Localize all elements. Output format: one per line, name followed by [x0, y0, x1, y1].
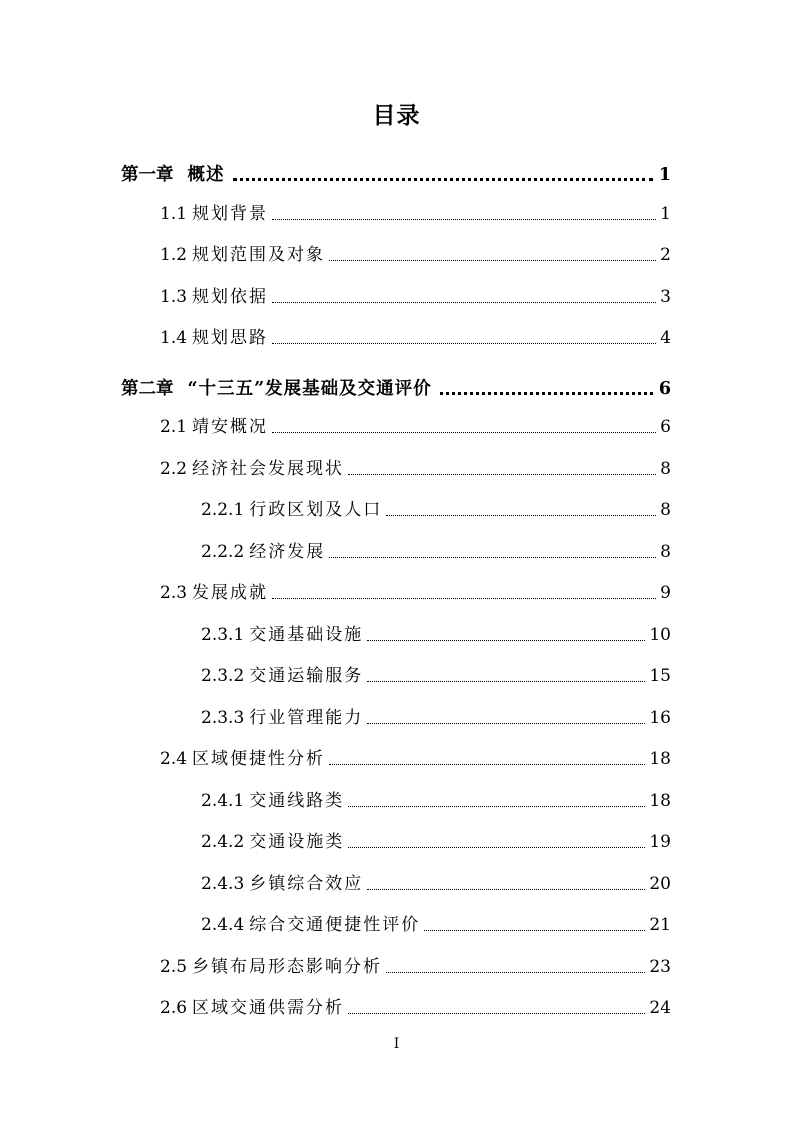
toc-dot-leader	[386, 971, 645, 973]
toc-entry[interactable]	[121, 156, 671, 186]
toc-entry[interactable]	[201, 865, 671, 895]
toc-entry-number: 2.1	[160, 417, 188, 437]
toc-entry-title: 行业管理能力	[249, 708, 364, 728]
toc-entry-number: 1.4	[160, 328, 188, 348]
toc-entry[interactable]	[201, 906, 671, 936]
toc-entry-page: 19	[649, 832, 671, 852]
toc-entry-number: 2.2.1	[201, 500, 245, 520]
toc-entry-page: 23	[649, 957, 671, 977]
toc-entry-number: 2.2.2	[201, 542, 245, 562]
toc-entry-number: 第二章	[121, 379, 174, 399]
toc-entry-title: 靖安概况	[192, 417, 269, 437]
toc-entry-number: 2.4.4	[201, 915, 245, 935]
toc-entry-title: 经济发展	[249, 542, 326, 562]
toc-entry-title: 行政区划及人口	[249, 500, 383, 520]
toc-dot-leader	[272, 431, 656, 433]
toc-entry-number: 2.3	[160, 583, 188, 603]
toc-entry-number: 2.4.1	[201, 791, 245, 811]
toc-entry-page: 15	[649, 666, 671, 686]
toc-dot-leader	[367, 639, 645, 641]
toc-entry[interactable]	[160, 574, 671, 604]
toc-entry-title: 概述	[187, 165, 225, 185]
toc-entry-title: 交通运输服务	[249, 666, 364, 686]
toc-dot-leader	[329, 259, 656, 261]
toc-dot-leader	[440, 391, 653, 395]
toc-entry-page: 10	[649, 625, 671, 645]
toc-entry[interactable]	[160, 319, 671, 349]
toc-entry-title: 规划依据	[192, 287, 269, 307]
toc-entry[interactable]	[160, 278, 671, 308]
toc-entry-title: 区域交通供需分析	[192, 998, 345, 1018]
toc-entry-number: 第一章	[121, 165, 174, 185]
toc-entry-page: 9	[660, 583, 671, 603]
toc-entry[interactable]	[201, 782, 671, 812]
toc-dot-leader	[348, 1012, 645, 1014]
toc-entry-page: 4	[660, 328, 671, 348]
toc-entry-number: 2.3.1	[201, 625, 245, 645]
toc-entry[interactable]	[201, 533, 671, 563]
toc-entry-page: 24	[649, 998, 671, 1018]
toc-entry-title: 发展成就	[192, 583, 269, 603]
toc-entry-number: 2.4	[160, 749, 188, 769]
toc-entry-page: 1	[658, 165, 671, 185]
toc-entry-number: 2.4.3	[201, 874, 245, 894]
toc-entry-number: 1.2	[160, 245, 188, 265]
toc-entry[interactable]	[201, 616, 671, 646]
toc-dot-leader	[367, 722, 645, 724]
toc-entry-page: 1	[660, 204, 671, 224]
toc-dot-leader	[329, 763, 645, 765]
toc-dot-leader	[367, 888, 645, 890]
toc-dot-leader	[424, 929, 645, 931]
toc-entry-title: 乡镇布局形态影响分析	[192, 957, 383, 977]
toc-entry-page: 18	[649, 749, 671, 769]
toc-entry-number: 2.2	[160, 459, 188, 479]
toc-entry-page: 16	[649, 708, 671, 728]
toc-entry-title: 规划思路	[192, 328, 269, 348]
toc-entry-page: 6	[660, 417, 671, 437]
toc-dot-leader	[367, 680, 645, 682]
toc-entry[interactable]	[160, 450, 671, 480]
toc-entry-page: 20	[649, 874, 671, 894]
toc-dot-leader	[272, 342, 656, 344]
toc-entry[interactable]	[160, 195, 671, 225]
toc-entry-number: 1.1	[160, 204, 188, 224]
toc-entry[interactable]	[160, 236, 671, 266]
toc-dot-leader	[272, 218, 656, 220]
toc-entry-title: 交通设施类	[249, 832, 345, 852]
toc-entry-number: 2.5	[160, 957, 188, 977]
toc-dot-leader	[272, 597, 656, 599]
toc-entry-title: 规划背景	[192, 204, 269, 224]
toc-entry-page: 3	[660, 287, 671, 307]
toc-entry-page: 21	[649, 915, 671, 935]
toc-entry[interactable]	[121, 370, 671, 400]
toc-entry[interactable]	[160, 740, 671, 770]
toc-entry-title: 交通线路类	[249, 791, 345, 811]
toc-dot-leader	[233, 177, 653, 181]
toc-entry-title: 区域便捷性分析	[192, 749, 326, 769]
toc-entry[interactable]	[160, 948, 671, 978]
toc-entry-number: 2.3.2	[201, 666, 245, 686]
toc-dot-leader	[386, 514, 656, 516]
toc-entry[interactable]	[201, 699, 671, 729]
toc-entry[interactable]	[201, 491, 671, 521]
toc-entry-page: 6	[658, 379, 671, 399]
toc-entry[interactable]	[160, 408, 671, 438]
toc-entry-page: 2	[660, 245, 671, 265]
toc-entry-page: 8	[660, 500, 671, 520]
toc-entry-title: “十三五”发展基础及交通评价	[187, 379, 432, 399]
page-number: I	[393, 1036, 400, 1052]
toc-entry-title: 综合交通便捷性评价	[249, 915, 421, 935]
toc-entry-title: 乡镇综合效应	[249, 874, 364, 894]
toc-entry-number: 1.3	[160, 287, 188, 307]
toc-dot-leader	[272, 301, 656, 303]
toc-entry-page: 8	[660, 459, 671, 479]
toc-dot-leader	[348, 805, 645, 807]
page-title: 目录	[372, 102, 421, 129]
toc-entry-title: 交通基础设施	[249, 625, 364, 645]
toc-dot-leader	[348, 846, 645, 848]
toc-entry[interactable]	[160, 989, 671, 1019]
toc-entry[interactable]	[201, 657, 671, 687]
toc-entry-page: 18	[649, 791, 671, 811]
toc-entry-title: 规划范围及对象	[192, 245, 326, 265]
toc-dot-leader	[348, 473, 656, 475]
toc-entry-number: 2.4.2	[201, 832, 245, 852]
toc-dot-leader	[329, 556, 656, 558]
toc-entry-number: 2.6	[160, 998, 188, 1018]
toc-entry-number: 2.3.3	[201, 708, 245, 728]
toc-entry-title: 经济社会发展现状	[192, 459, 345, 479]
toc-entry[interactable]	[201, 823, 671, 853]
toc-entry-page: 8	[660, 542, 671, 562]
